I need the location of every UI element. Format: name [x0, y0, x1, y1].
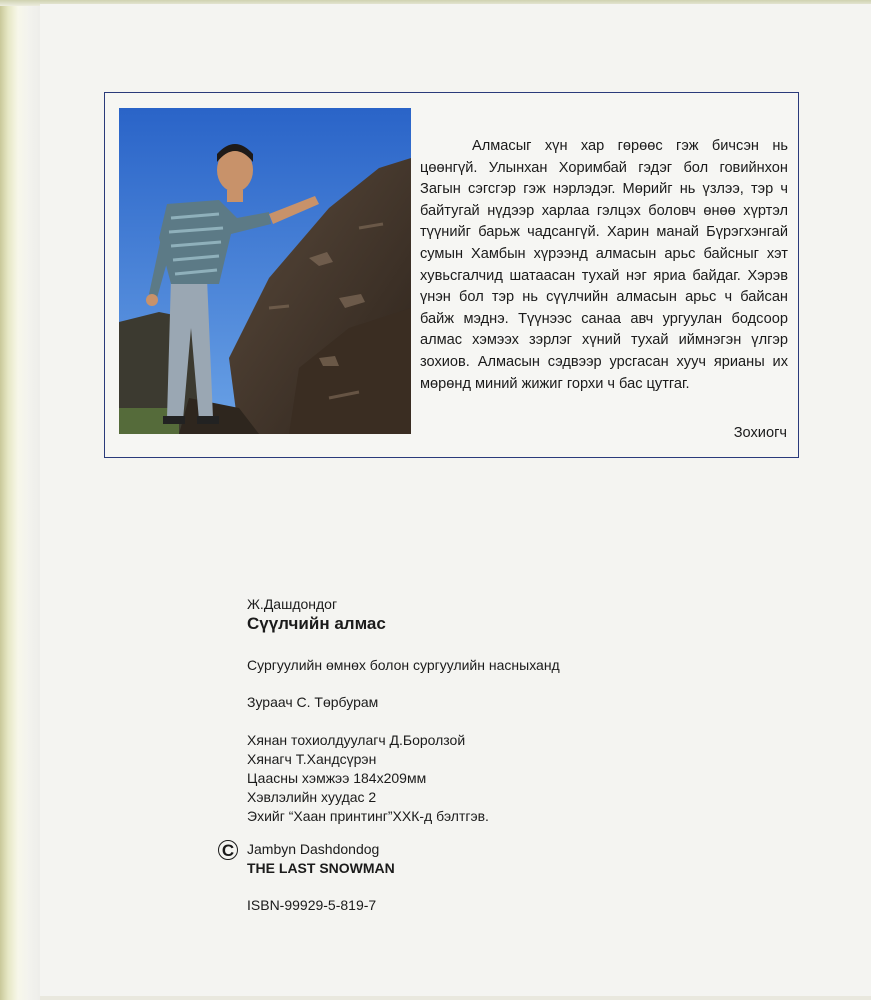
- imprint-audience: Сургуулийн өмнөх болон сургуулийн насныханд: [247, 657, 560, 673]
- imprint-pages: Хэвлэлийн хуудас 2: [247, 789, 377, 805]
- imprint-author: Ж.Дашдондог: [247, 596, 338, 612]
- imprint-printer: Эхийг “Хаан принтинг”ХХК-д бэлтгэв.: [247, 808, 489, 824]
- intro-paragraph: Алмасыг хүн хар гөрөөс гэж бичсэн нь цөөнгүй. Улынхан Хоримбай гэдэг бол говийнхон Загын сэгсгэр гэж нэрлэдэг. Мөрийг нь үзлээ, тэр ч байтугай нүдээр харлаа гэлцэх боловч өнөө хүртэл түүнийг барьж чадсангүй. Харин манай Бүрэгхэнгай сумын Хамбын хүрээнд алмасын арьс байсныг хэт хувьсгалчид шатаасан тухай нэг яриа байдаг. Хэрэв үнэн бол тэр нь сүүлчийн алмасын арьс ч байсан байж мэднэ. Түүнээс санаа авч ургуулан бодсоор алмас хэмээх зэрлэг хүний тухай иймнэгэн үлгэр зохиов. Алмасын сэдвээр урсгасан хууч ярианы их мөрөнд миний жижиг горхи ч бас цутгаг.: [420, 138, 788, 392]
- imprint-reviewer: Хянагч Т.Хандсүрэн: [247, 751, 377, 767]
- copyright-icon: C: [218, 840, 238, 860]
- imprint-title: Сүүлчийн алмас: [247, 614, 386, 633]
- imprint-title-en: THE LAST SNOWMAN: [247, 860, 395, 876]
- author-photo: [119, 108, 411, 434]
- intro-signature: Зохиогч: [733, 425, 787, 441]
- imprint-author-en: Jambyn Dashdondog: [247, 841, 380, 857]
- imprint-isbn: ISBN-99929-5-819-7: [247, 897, 377, 913]
- imprint-illustrator: Зураач С. Төрбурам: [247, 694, 379, 710]
- author-photo-illustration: [119, 108, 411, 434]
- imprint-paper-size: Цаасны хэмжээ 184х209мм: [247, 770, 427, 786]
- intro-paragraph-block: [420, 136, 788, 395]
- imprint-editor: Хянан тохиолдуулагч Д.Боролзой: [247, 732, 466, 748]
- book-spine-edge: [0, 0, 40, 1000]
